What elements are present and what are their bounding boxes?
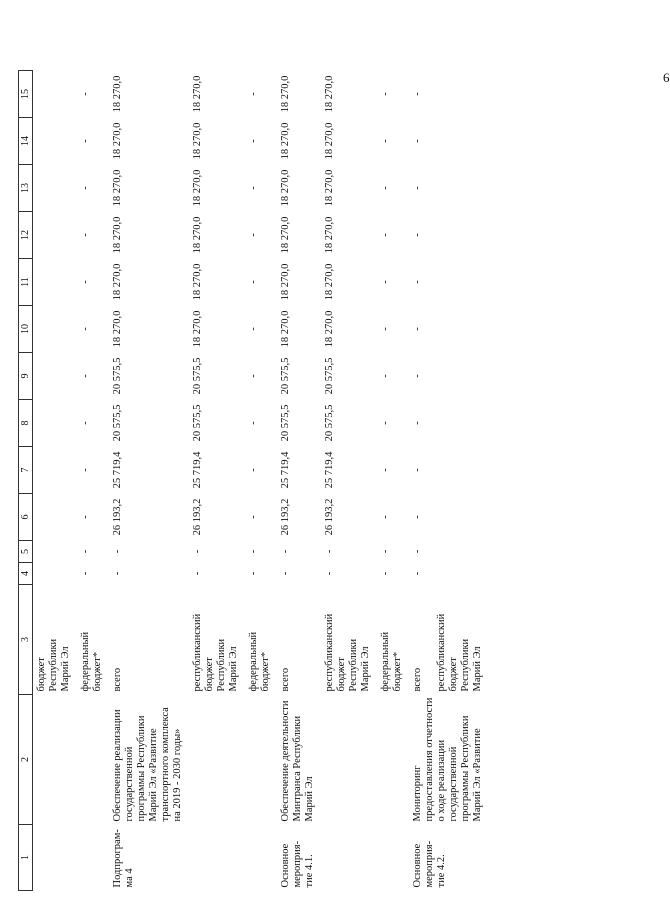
cell-value-col-13: - <box>380 186 391 190</box>
cell-value-col-14: - <box>248 139 259 143</box>
cell-c3: республиканский бюджет Республики Марий Эл <box>192 613 239 692</box>
cell-value-col-10: 18 270,0 <box>280 310 291 348</box>
cell-value-col-4: - <box>280 571 291 576</box>
cell-c3: всего республиканский бюджет Республики Марий Эл <box>412 613 483 692</box>
cell-value-col-5: - <box>192 549 203 554</box>
cell-value-col-6: 26 193,2 <box>192 498 203 536</box>
cell-value-col-12: - <box>80 233 91 237</box>
cell-c1 <box>242 825 274 891</box>
page-number: 6 <box>663 70 670 85</box>
column-header-12: 12 <box>19 212 33 259</box>
cell-c3: республиканский бюджет Республики Марий Эл <box>324 613 371 692</box>
column-header-1: 1 <box>19 825 33 891</box>
cell-value-col-4: - <box>380 571 391 576</box>
cell-value-col-6: - <box>80 515 91 519</box>
cell-c1 <box>74 825 106 891</box>
cell-value-col-10: 18 270,0 <box>324 310 335 348</box>
cell-value-col-15: - <box>412 92 423 96</box>
column-header-9: 9 <box>19 353 33 400</box>
cell-value-col-15: 18 270,0 <box>280 75 291 113</box>
cell-value-col-12: 18 270,0 <box>112 216 123 254</box>
cell-c3: бюджет Республики Марий Эл <box>36 638 71 692</box>
cell-c3: всего <box>112 667 123 692</box>
cell-value-col-13: 18 270,0 <box>192 169 203 207</box>
cell-value-col-9: 20 575,5 <box>112 357 123 395</box>
cell-value-col-5: - <box>324 549 335 554</box>
cell-value-col-14: 18 270,0 <box>112 122 123 160</box>
cell-value-col-14: 18 270,0 <box>324 122 335 160</box>
cell-c2 <box>186 695 242 825</box>
cell-c2 <box>374 695 406 825</box>
cell-value-col-11: - <box>412 280 423 284</box>
cell-value-col-14: - <box>412 139 423 143</box>
cell-value-col-4: - <box>112 571 123 576</box>
cell-c2 <box>33 695 75 825</box>
cell-value-col-14: - <box>380 139 391 143</box>
table-row <box>242 71 274 891</box>
cell-value-col-11: 18 270,0 <box>324 263 335 301</box>
column-header-4: 4 <box>19 563 33 585</box>
cell-value-col-9: 20 575,5 <box>280 357 291 395</box>
cell-value-col-13: 18 270,0 <box>324 169 335 207</box>
cell-value-col-9: 20 575,5 <box>324 357 335 395</box>
cell-value-col-11: 18 270,0 <box>192 263 203 301</box>
cell-value-col-9: - <box>248 374 259 378</box>
cell-value-col-12: - <box>412 233 423 237</box>
cell-value-col-12: - <box>248 233 259 237</box>
cell-value-col-11: - <box>248 280 259 284</box>
cell-c3: федеральный бюджет* <box>80 631 103 692</box>
cell-value-col-14: 18 270,0 <box>280 122 291 160</box>
cell-value-col-8: 20 575,5 <box>280 404 291 442</box>
cell-value-col-7 <box>33 447 75 494</box>
cell-c2 <box>242 695 274 825</box>
cell-value-col-6: 26 193,2 <box>112 498 123 536</box>
cell-c1: Основное мероприя- тие 4.2. <box>412 840 447 888</box>
cell-value-col-15: - <box>248 92 259 96</box>
cell-value-col-13: - <box>80 186 91 190</box>
cell-value-col-8: 20 575,5 <box>324 404 335 442</box>
cell-value-col-7: 25 719,4 <box>192 451 203 489</box>
cell-c1 <box>186 825 242 891</box>
cell-value-col-10: - <box>80 327 91 331</box>
cell-value-col-13: 18 270,0 <box>112 169 123 207</box>
cell-value-col-4: - <box>324 571 335 576</box>
cell-value-col-15: - <box>380 92 391 96</box>
cell-value-col-4 <box>33 563 75 585</box>
table-row <box>106 71 186 891</box>
table-row <box>318 71 374 891</box>
cell-c1 <box>318 825 374 891</box>
cell-value-col-5: - <box>80 549 91 554</box>
cell-value-col-5: - <box>248 549 259 554</box>
cell-c2: Обеспечение реализации государственной программы Республики Марий Эл «Развитие транспортного комплекса на 2019 - 2030 годы» <box>112 707 183 822</box>
cell-value-col-10: 18 270,0 <box>192 310 203 348</box>
cell-value-col-11: 18 270,0 <box>280 263 291 301</box>
column-header-8: 8 <box>19 400 33 447</box>
column-header-13: 13 <box>19 165 33 212</box>
cell-value-col-8: 20 575,5 <box>192 404 203 442</box>
cell-value-col-8 <box>33 400 75 447</box>
cell-value-col-13: - <box>412 186 423 190</box>
cell-value-col-7: - <box>80 468 91 472</box>
column-header-3: 3 <box>19 585 33 695</box>
cell-value-col-4: - <box>192 571 203 576</box>
table-header <box>19 71 33 891</box>
cell-value-col-13 <box>33 165 75 212</box>
cell-c2: Обеспечение деятельности Минтранса Республики Марий Эл <box>280 700 315 822</box>
cell-value-col-12: 18 270,0 <box>280 216 291 254</box>
cell-value-col-9: - <box>80 374 91 378</box>
column-header-2: 2 <box>19 695 33 825</box>
cell-value-col-8: - <box>80 421 91 425</box>
cell-value-col-10: - <box>380 327 391 331</box>
cell-value-col-12: 18 270,0 <box>324 216 335 254</box>
table-body <box>33 71 487 891</box>
cell-value-col-12: 18 270,0 <box>192 216 203 254</box>
cell-value-col-5: - <box>380 549 391 554</box>
cell-value-col-13: - <box>248 186 259 190</box>
column-header-15: 15 <box>19 71 33 118</box>
cell-c3: федеральный бюджет* <box>380 631 403 692</box>
cell-value-col-7: 25 719,4 <box>280 451 291 489</box>
cell-value-col-7: - <box>412 468 423 472</box>
table-row <box>74 71 106 891</box>
cell-c1 <box>33 825 75 891</box>
cell-value-col-8: - <box>412 421 423 425</box>
cell-value-col-6: - <box>412 515 423 519</box>
table-row <box>33 71 75 891</box>
table-row <box>374 71 406 891</box>
cell-c3: всего <box>280 667 291 692</box>
cell-value-col-5: - <box>112 549 123 554</box>
cell-value-col-6: - <box>380 515 391 519</box>
cell-c1: Подпрограм- ма 4 <box>112 829 135 888</box>
cell-value-col-7: 25 719,4 <box>324 451 335 489</box>
cell-value-col-9 <box>33 353 75 400</box>
table-row <box>274 71 318 891</box>
cell-value-col-15: - <box>80 92 91 96</box>
cell-value-col-7: 25 719,4 <box>112 451 123 489</box>
column-header-6: 6 <box>19 494 33 541</box>
cell-value-col-4: - <box>80 571 91 576</box>
cell-value-col-4: - <box>248 571 259 576</box>
cell-value-col-14 <box>33 118 75 165</box>
cell-value-col-9: - <box>380 374 391 378</box>
column-header-5: 5 <box>19 541 33 563</box>
cell-value-col-11 <box>33 259 75 306</box>
cell-value-col-10: - <box>412 327 423 331</box>
cell-value-col-7: - <box>248 468 259 472</box>
cell-c2 <box>318 695 374 825</box>
cell-value-col-8: - <box>248 421 259 425</box>
cell-value-col-6 <box>33 494 75 541</box>
cell-value-col-7: - <box>380 468 391 472</box>
column-header-7: 7 <box>19 447 33 494</box>
cell-value-col-13: 18 270,0 <box>280 169 291 207</box>
cell-value-col-5: - <box>412 549 423 554</box>
cell-value-col-11: - <box>80 280 91 284</box>
cell-value-col-14: 18 270,0 <box>192 122 203 160</box>
cell-c2 <box>74 695 106 825</box>
cell-value-col-8: 20 575,5 <box>112 404 123 442</box>
cell-value-col-14: - <box>80 139 91 143</box>
cell-c2: Мониторинг предоставления отчетности о ходе реализации государственной программы Республики Марий Эл «Развитие <box>412 697 483 822</box>
column-header-10: 10 <box>19 306 33 353</box>
cell-value-col-10 <box>33 306 75 353</box>
cell-value-col-6: - <box>248 515 259 519</box>
cell-value-col-11: - <box>380 280 391 284</box>
cell-value-col-15: 18 270,0 <box>112 75 123 113</box>
cell-value-col-9: 20 575,5 <box>192 357 203 395</box>
cell-value-col-10: 18 270,0 <box>112 310 123 348</box>
column-header-11: 11 <box>19 259 33 306</box>
cell-value-col-5 <box>33 541 75 563</box>
column-header-14: 14 <box>19 118 33 165</box>
cell-value-col-15 <box>33 71 75 118</box>
cell-value-col-15: 18 270,0 <box>192 75 203 113</box>
table-row <box>406 71 486 891</box>
cell-c3: федеральный бюджет* <box>248 631 271 692</box>
cell-value-col-4: - <box>412 571 423 576</box>
budget-table <box>18 70 486 891</box>
cell-c1 <box>374 825 406 891</box>
cell-value-col-15: 18 270,0 <box>324 75 335 113</box>
cell-value-col-6: 26 193,2 <box>280 498 291 536</box>
cell-value-col-10: - <box>248 327 259 331</box>
cell-value-col-12 <box>33 212 75 259</box>
cell-c1: Основное мероприя- тие 4.1. <box>280 840 315 888</box>
cell-value-col-8: - <box>380 421 391 425</box>
cell-value-col-5: - <box>280 549 291 554</box>
table-row <box>186 71 242 891</box>
cell-value-col-11: 18 270,0 <box>112 263 123 301</box>
cell-value-col-12: - <box>380 233 391 237</box>
cell-value-col-6: 26 193,2 <box>324 498 335 536</box>
cell-value-col-9: - <box>412 374 423 378</box>
